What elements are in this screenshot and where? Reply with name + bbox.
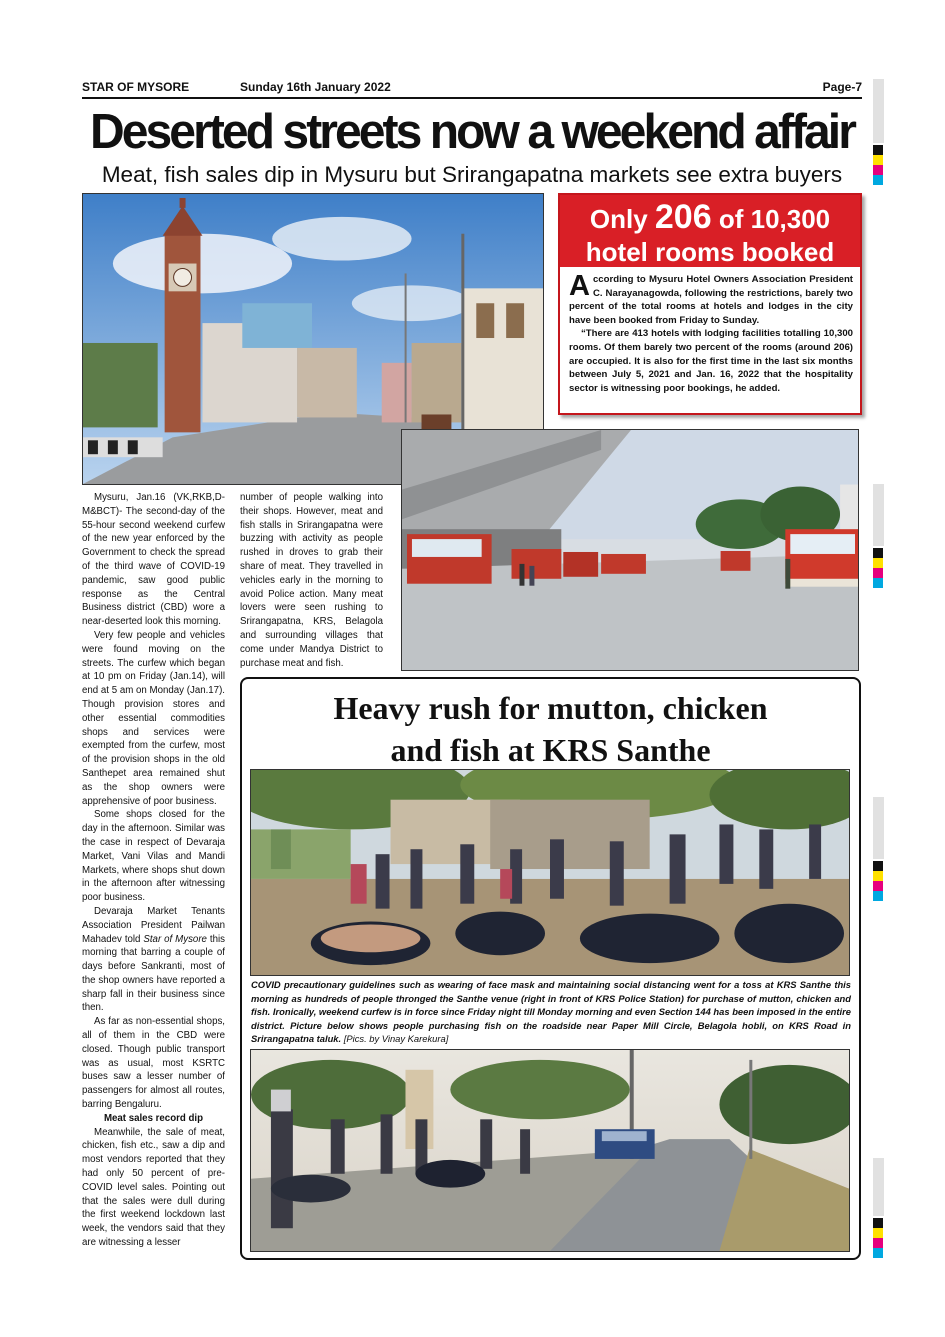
krs-headline bbox=[242, 687, 859, 771]
registration-bar bbox=[873, 484, 884, 546]
sidebar-head-pre: Only bbox=[589, 204, 655, 234]
reg-black-square bbox=[873, 1218, 883, 1228]
sidebar-para-1: ccording to Mysuru Hotel Owners Association President C. Narayanagowda, following the restrictions, barely two percent of the total rooms at hotels and lodges in the city have been booked from Friday to Sunday. bbox=[569, 274, 853, 326]
photo-credit: [Pics. by Vinay Karekura] bbox=[343, 1033, 449, 1045]
reg-yellow-square bbox=[873, 155, 883, 165]
article-column-2 bbox=[240, 491, 383, 670]
article-para-6: Meanwhile, the sale of meat, chicken, fish etc., saw a dip and most vendors reported that they had only 50 percent of pre-COVID level sales. Pointing out that the sales were dull during the first weekend lockdown last week, the vendors said that they are witnessing a lesser bbox=[82, 1126, 225, 1249]
krs-headline-line1: Heavy rush for mutton, chicken bbox=[333, 690, 768, 726]
krs-caption bbox=[251, 978, 851, 1046]
registration-bar bbox=[873, 79, 884, 143]
registration-bar bbox=[873, 797, 884, 859]
sidebar-head-mid: of bbox=[711, 204, 751, 234]
reg-cyan-square bbox=[873, 891, 883, 901]
registration-bar bbox=[873, 1158, 884, 1216]
header-rule bbox=[82, 97, 862, 99]
paper-name: STAR OF MYSORE bbox=[82, 80, 190, 94]
article-subhead: Meat sales record dip bbox=[103, 1112, 204, 1124]
drop-cap: A bbox=[569, 270, 590, 302]
krs-caption-text: COVID precautionary guidelines such as wearing of face mask and maintaining social distancing went for a toss at KRS Santhe this morning as hundreds of people thronged the Santhe venue (right in front of KRS Police Station) for purchase of mutton, chicken and fish. Ironically, weekend curfew is in force since Friday night till Monday morning and even Section 144 has been imposed in the entire district. Picture below shows people purchasing fish on the roadside near Paper Mill Circle, Belagola hobli, on KRS Road in Srirangapatna taluk. bbox=[251, 979, 851, 1045]
article-para-2: Very few people and vehicles were found moving on the streets. The curfew which began at 10 pm on Friday (Jan.14), will end at 5 am on Monday (Jan.17). Though provision stores and other essential commodities shops and services were exempted from the curfew, most of the provision shops in the old Santhepet area remained shut as the shop owners were apprehensive of poor business. bbox=[82, 629, 225, 807]
paper-name-italic: Star of Mysore bbox=[143, 933, 207, 945]
reg-magenta-square bbox=[873, 1238, 883, 1248]
reg-black-square bbox=[873, 145, 883, 155]
reg-black-square bbox=[873, 548, 883, 558]
reg-magenta-square bbox=[873, 165, 883, 175]
article-para-4 bbox=[82, 905, 225, 1015]
article-para-5: As far as non-essential shops, all of them in the CBD were closed. Though public transport was as usual, most KSRTC buses saw a lesser number of passengers for almost all routes, barring Bengaluru. bbox=[82, 1016, 225, 1111]
roadside-fish-market-photo bbox=[250, 1049, 850, 1252]
reg-magenta-square bbox=[873, 881, 883, 891]
reg-yellow-square bbox=[873, 558, 883, 568]
reg-black-square bbox=[873, 861, 883, 871]
article-para-4a: Devaraja Market Tenants Association President Pailwan Mahadev told bbox=[82, 905, 225, 945]
reg-yellow-square bbox=[873, 1228, 883, 1238]
krs-santhe-box bbox=[240, 677, 861, 1260]
sidebar-headline bbox=[560, 195, 860, 267]
sidebar-body bbox=[569, 270, 853, 395]
reg-magenta-square bbox=[873, 568, 883, 578]
issue-date: Sunday 16th January 2022 bbox=[240, 80, 391, 94]
main-headline: Deserted streets now a weekend affair bbox=[90, 105, 854, 159]
reg-cyan-square bbox=[873, 1248, 883, 1258]
page-header bbox=[82, 79, 862, 97]
reg-cyan-square bbox=[873, 578, 883, 588]
sidebar-head-line2: hotel rooms booked bbox=[585, 237, 835, 267]
article-para-3: Some shops closed for the day in the afternoon. Similar was the case in respect of Devaraja Market, Vani Vilas and Mandi Markets, where shops shut down in the afternoon after witnessing poor business. bbox=[82, 809, 225, 904]
bus-stand-photo bbox=[401, 429, 859, 671]
sub-headline: Meat, fish sales dip in Mysuru but Srirangapatna markets see extra buyers bbox=[101, 162, 843, 187]
page-number: Page-7 bbox=[822, 80, 862, 94]
sidebar-para-2: “There are 413 hotels with lodging facilities totalling 10,300 rooms. Of them barely two percent of the rooms (around 206) are occupied. It is also for the first time in the last six months between July 5, 2021 and Jan. 16, 2022 that the hospitality sector is witnessing poor bookings, he added. bbox=[569, 328, 853, 394]
krs-headline-line2: and fish at KRS Santhe bbox=[390, 732, 711, 768]
sidebar-head-num1: 206 bbox=[654, 198, 712, 236]
reg-cyan-square bbox=[873, 175, 883, 185]
article-col2-para: number of people walking into their shops. However, meat and fish stalls in Srirangapatna were buzzing with activity as people rushed in droves to grab their share of meat. They travelled in vehicles early in the morning to avoid Police action. Many meat lovers were seen rushing to Srirangapatna, KRS, Belagola and surrounding villages that come under Mandya District to purchase meat and fish. bbox=[240, 492, 383, 669]
hotel-rooms-sidebar bbox=[558, 193, 862, 415]
article-column-1 bbox=[82, 491, 225, 1250]
sidebar-head-num2: 10,300 bbox=[750, 204, 831, 234]
krs-santhe-photo bbox=[250, 769, 850, 976]
article-para-4b: this morning that barring a couple of days before Sankranti, most of the shop owners have reported a sharp fall in their business since then. bbox=[82, 933, 225, 1014]
article-para-1: Mysuru, Jan.16 (VK,RKB,D-M&BCT)- The second-day of the 55-hour second weekend curfew of the new year enforced by the Government to check the spread of the third wave of COVID-19 pandemic, saw good public response as the Central Business district (CBD) wore a near-deserted look this morning. bbox=[82, 492, 225, 628]
reg-yellow-square bbox=[873, 871, 883, 881]
